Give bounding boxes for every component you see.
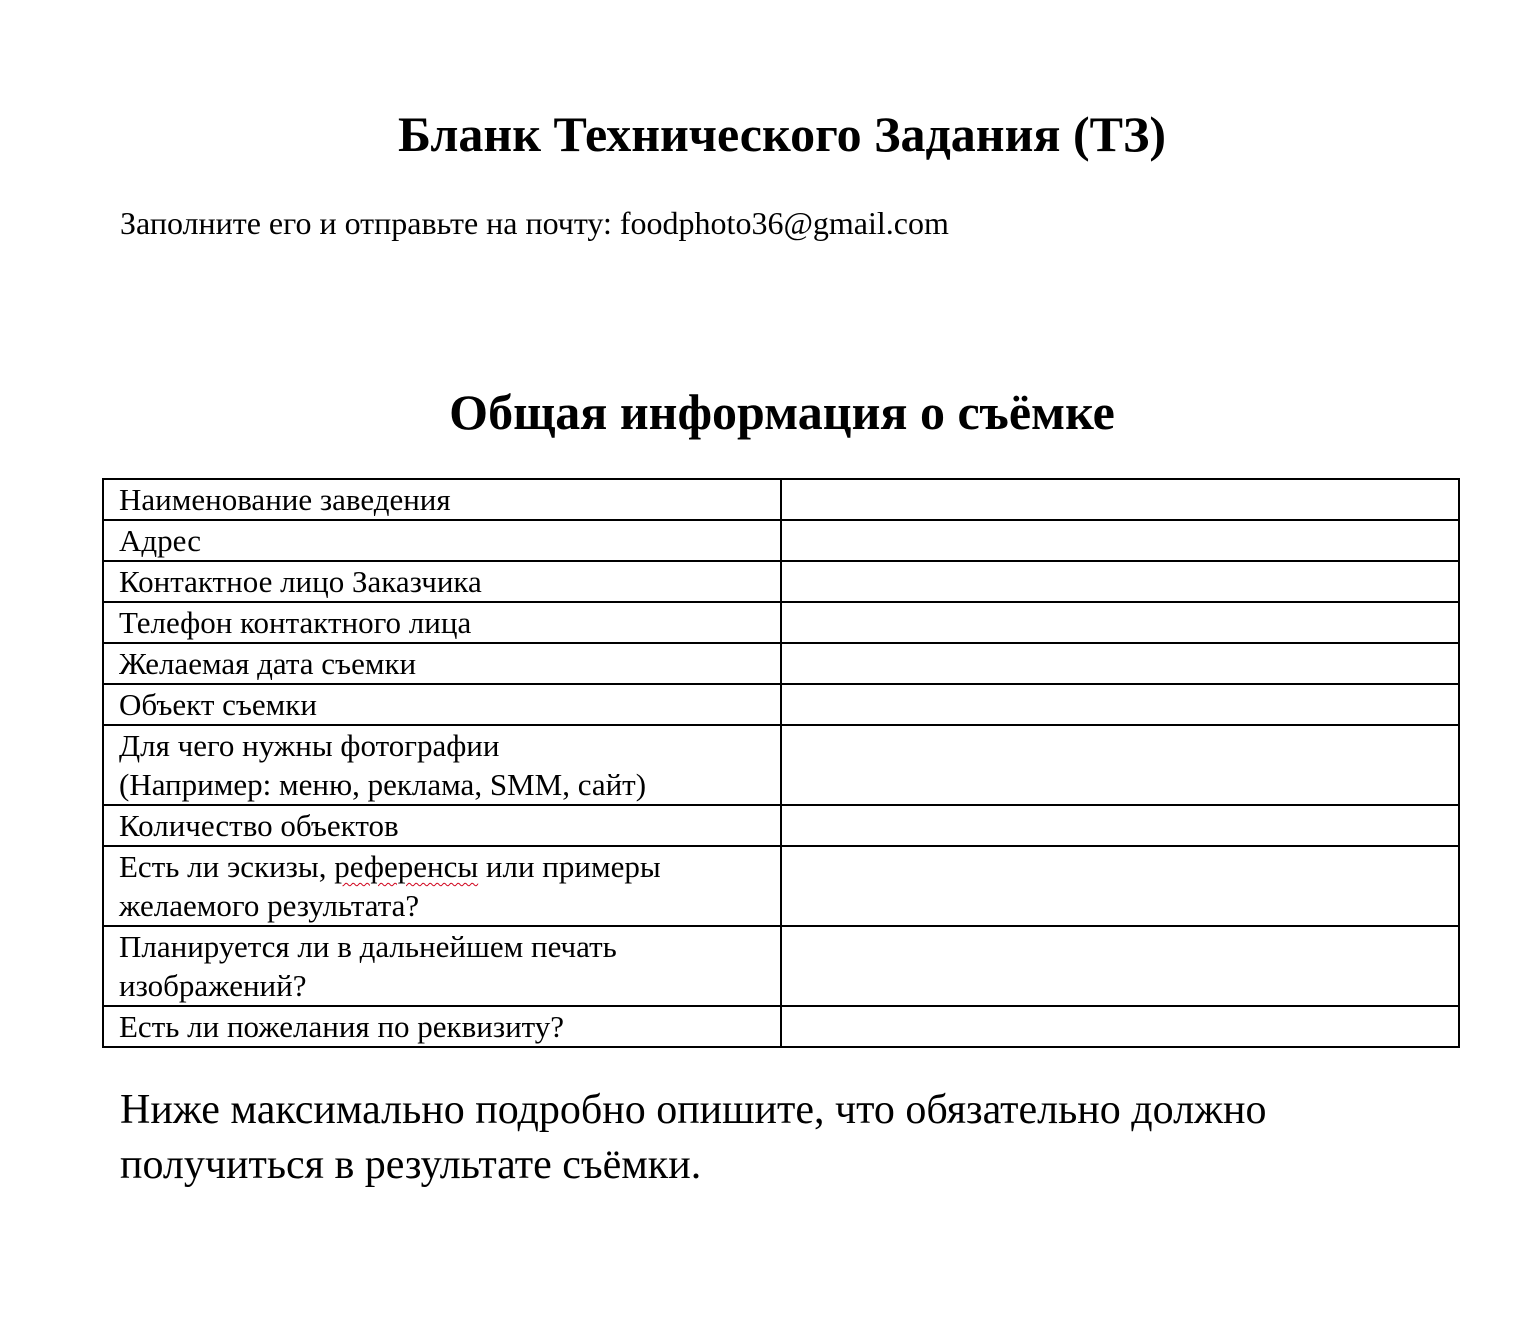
table-row: [103, 1006, 1459, 1047]
closing-instruction: Ниже максимально подробно опишите, что обязательно должно получиться в результате съёмки.: [120, 1087, 1267, 1188]
table-row: [103, 805, 1459, 846]
row-value-cell[interactable]: [781, 846, 1459, 926]
row-label-part: Есть ли эскизы,: [119, 849, 335, 884]
table-row: [103, 725, 1459, 805]
row-value-cell[interactable]: [781, 520, 1459, 561]
row-label: Есть ли пожелания по реквизиту?: [103, 1006, 781, 1047]
row-label: Количество объектов: [103, 805, 781, 846]
row-value-cell[interactable]: [781, 643, 1459, 684]
table-row: [103, 520, 1459, 561]
instruction-text: Заполните его и отправьте на почту: foodphoto36@gmail.com: [120, 205, 949, 241]
table-row: [103, 602, 1459, 643]
row-label: Адрес: [103, 520, 781, 561]
row-label-line: Для чего нужны фотографии: [119, 728, 500, 763]
shoot-info-table: [102, 478, 1460, 1048]
table-row: [103, 926, 1459, 1006]
row-value-cell[interactable]: [781, 1006, 1459, 1047]
row-label: Наименование заведения: [103, 479, 781, 520]
section-title: Общая информация о съёмке: [449, 384, 1115, 440]
row-value-cell[interactable]: [781, 561, 1459, 602]
row-label: Желаемая дата съемки: [103, 643, 781, 684]
row-label: [103, 846, 781, 926]
row-label-line: желаемого результата?: [119, 888, 420, 923]
row-label: Объект съемки: [103, 684, 781, 725]
row-label-line: (Например: меню, реклама, SMM, сайт): [119, 767, 647, 802]
row-value-cell[interactable]: [781, 725, 1459, 805]
table-row: [103, 561, 1459, 602]
row-value-cell[interactable]: [781, 805, 1459, 846]
row-value-cell[interactable]: [781, 602, 1459, 643]
row-label-line: Планируется ли в дальнейшем печать: [119, 929, 617, 964]
document-title: Бланк Технического Задания (ТЗ): [397, 106, 1167, 162]
row-label: Контактное лицо Заказчика: [103, 561, 781, 602]
row-value-cell[interactable]: [781, 479, 1459, 520]
row-label-line: изображений?: [119, 968, 307, 1003]
row-label: Телефон контактного лица: [103, 602, 781, 643]
row-value-cell[interactable]: [781, 926, 1459, 1006]
row-label: [103, 926, 781, 1006]
row-value-cell[interactable]: [781, 684, 1459, 725]
row-label: [103, 725, 781, 805]
row-label-part: или примеры: [478, 849, 661, 884]
table-row: [103, 846, 1459, 926]
table-row: [103, 479, 1459, 520]
table-row: [103, 643, 1459, 684]
table-row: [103, 684, 1459, 725]
spellcheck-flagged-word: референсы: [334, 849, 479, 884]
